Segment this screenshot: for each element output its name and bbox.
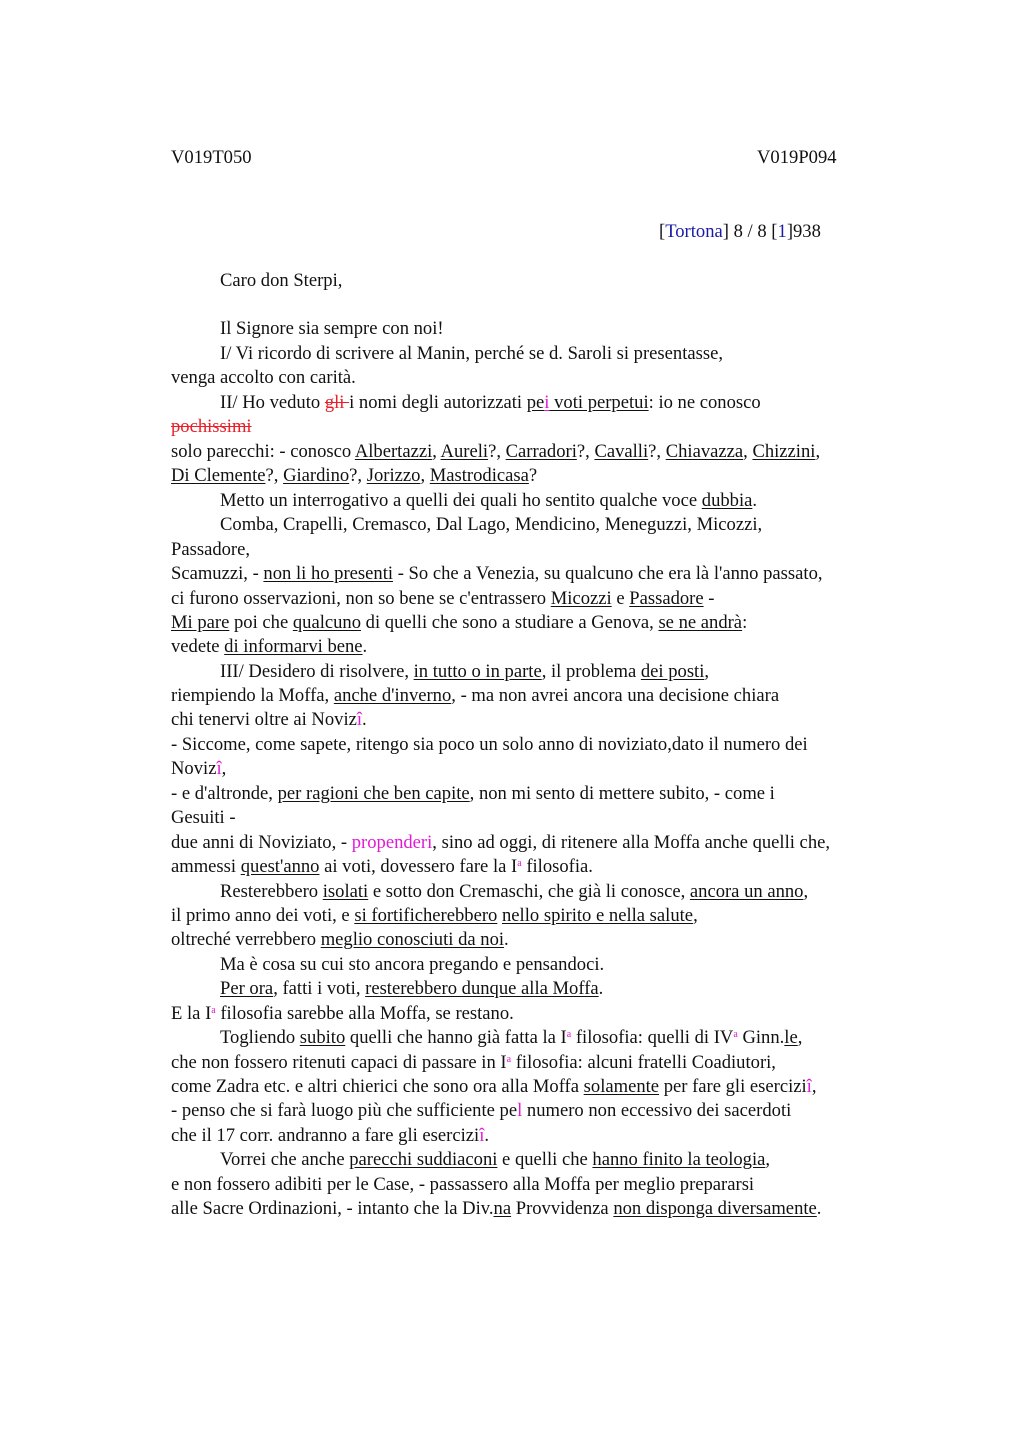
text-line: Di Clemente?, Giardino?, Jorizzo, Mastrodicasa? [171,465,538,486]
text-line: che il 17 corr. andranno a fare gli eserciziî. [171,1125,490,1146]
deleted-text: gli [324,392,350,413]
text-line: Mi pare poi che qualcuno di quelli che sono a studiare a Genova, se ne andrà: [171,612,748,633]
text-line: e non fossero adibiti per le Case, - passassero alla Moffa per meglio prepararsi [171,1174,755,1195]
text-line [171,416,252,438]
text-line: riempiendo la Moffa, anche d'inverno, - ma non avrei ancora una decisione chiara [171,685,780,706]
text-line: Togliendo subito quelli che hanno già fatta la $I^a$ filosofia: quelli di $IV^a$ Ginn.le, [220,1027,803,1048]
text-line: - Siccome, come sapete, ritengo sia poco un solo anno di noviziato,dato il numero dei [171,734,808,755]
text-line: Vorrei che anche parecchi suddiaconi e quelli che hanno finito la teologia, [220,1149,771,1170]
text-line: ci furono osservazioni, non so bene se c'entrassero Micozzi e Passadore - [171,588,715,609]
text-line: Passadore, [171,539,251,560]
text-line: II/ Ho veduto gli i nomi degli autorizzati pei voti perpetui: io ne conosco [220,392,761,413]
text-line: Per ora, fatti i voti, resterebbero dunque alla Moffa. [220,978,604,999]
text-line: come Zadra etc. e altri chierici che sono ora alla Moffa solamente per fare gli eserciziî, [171,1076,817,1097]
text-line: Gesuiti - [171,807,236,828]
text-line: alle Sacre Ordinazioni, - intanto che la Div.na Provvidenza non disponga diversamente. [171,1198,822,1219]
text-line: solo parecchi: - conosco Albertazzi, Aureli?, Carradori?, Cavalli?, Chiavazza, Chizzini, [171,441,821,462]
text-line: - e d'altronde, per ragioni che ben capite, non mi sento di mettere subito, - come i [171,783,775,804]
inserted-text: î [806,1076,812,1097]
archive-code-left: V019T050 [171,147,252,168]
text-line: due anni di Noviziato, - propenderi, sino ad oggi, di ritenere alla Moffa anche quelli che, [171,832,831,853]
inserted-text: l [517,1100,523,1121]
archive-code-right: V019P094 [757,147,837,168]
text-line: vedete di informarvi bene. [171,636,368,657]
text-line: Resterebbero isolati e sotto don Cremaschi, che già li conosce, ancora un anno, [220,881,809,902]
inserted-text: î [356,709,363,730]
text-line: III/ Desidero di risolvere, in tutto o in parte, il problema dei posti, [220,661,710,682]
text-line: Metto un interrogativo a quelli dei quali ho sentito qualche voce dubbia. [220,490,758,511]
inserted-text: i [544,392,550,413]
inserted-text: propenderi [351,832,433,853]
deleted-text: pochissimi [171,416,252,437]
text-line: il primo anno dei voti, e si fortificherebbero nello spirito e nella salute, [171,905,698,926]
letter-date: [Tortona] 8 / 8 [1]938 [659,221,821,242]
date-digit: 1 [777,221,787,242]
text-line: che non fossero ritenuti capaci di passare in $I^a$ filosofia: alcuni fratelli Coadiutori, [171,1052,776,1073]
text-line: ammessi quest'anno ai voti, dovessero fare la $I^a$ filosofia. [171,856,593,877]
text-line: E la $I^a$ filosofia sarebbe alla Moffa, se restano. [171,1003,514,1024]
text-line: oltreché verrebbero meglio conosciuti da noi. [171,929,509,950]
text-line: - penso che si farà luogo più che sufficiente pel numero non eccessivo dei sacerdoti [171,1100,792,1121]
text-line: Novizî, [171,758,227,779]
inserted-text: î [216,758,222,779]
text-line: I/ Vi ricordo di scrivere al Manin, perché se d. Saroli si presentasse, [220,343,724,364]
text-line: chi tenervi oltre ai Novizî. [171,709,367,730]
text-line: Scamuzzi, - non li ho presenti - So che a Venezia, su qualcuno che era là l'anno passato, [171,563,823,584]
text-line: venga accolto con carità. [171,367,356,388]
salutation: Caro don Sterpi, [220,270,343,291]
text-line: Comba, Crapelli, Cremasco, Dal Lago, Mendicino, Meneguzzi, Micozzi, [220,514,763,535]
date-place: Tortona [665,221,723,242]
text-line: Ma è cosa su cui sto ancora pregando e pensandoci. [220,954,605,975]
text-line: Il Signore sia sempre con noi! [220,318,444,339]
inserted-text: î [479,1125,485,1146]
